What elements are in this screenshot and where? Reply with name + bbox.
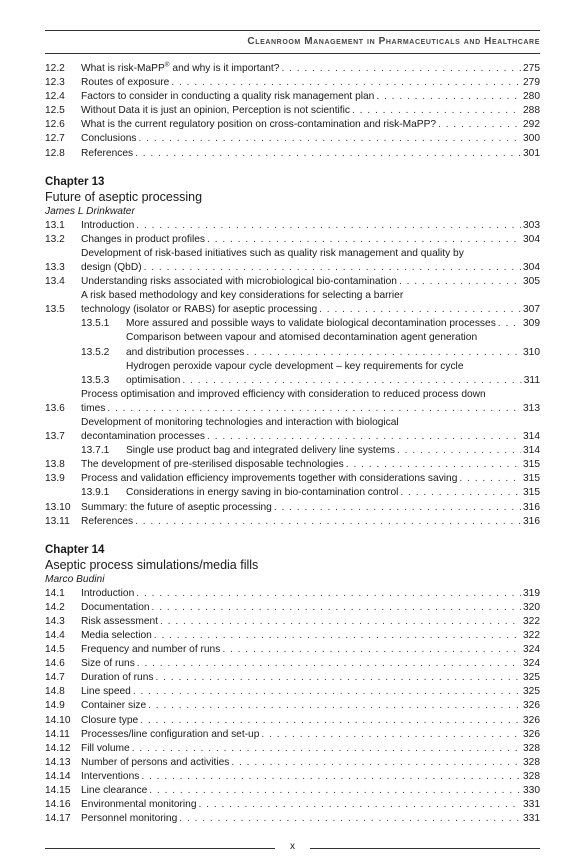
toc-entry-title: Summary: the future of aseptic processing <box>81 501 272 513</box>
toc-entry-number: 13.5.2 <box>81 346 110 358</box>
toc-entry-text <box>81 219 540 233</box>
toc-entry[interactable] <box>45 657 540 671</box>
toc-entry-title: Processes/line configuration and set-up <box>81 728 260 740</box>
toc-entry[interactable] <box>45 233 540 247</box>
toc-entry-text <box>81 784 540 798</box>
toc-entry-number: 14.6 <box>45 658 65 670</box>
toc-entry-title: Introduction <box>81 219 135 231</box>
toc-entry[interactable] <box>45 275 540 289</box>
toc-entry[interactable] <box>45 784 540 798</box>
toc-leader-dots <box>152 601 521 615</box>
toc-entry-page: 315 <box>523 487 540 499</box>
toc-entry-number: 12.6 <box>45 119 65 131</box>
toc-entry-page: 315 <box>523 459 540 471</box>
toc-entry[interactable] <box>45 444 540 458</box>
toc-entry-page: 330 <box>523 785 540 797</box>
toc-entry-text <box>81 770 540 784</box>
toc-leader-dots <box>160 615 521 629</box>
toc-entry-number: 13.2 <box>45 233 65 245</box>
toc-entry[interactable] <box>45 317 540 331</box>
toc-entry-page: 322 <box>523 615 540 627</box>
toc-leader-dots <box>222 643 521 657</box>
toc-entry-title: Interventions <box>81 770 140 782</box>
toc-entry[interactable] <box>45 219 540 233</box>
toc-entry-title: technology (isolator or RABS) for aseptic processing <box>81 304 318 316</box>
toc-leader-dots <box>135 515 521 529</box>
toc-leader-dots <box>459 472 521 486</box>
toc-entry[interactable] <box>45 486 540 500</box>
toc-entry-number: 13.8 <box>45 459 65 471</box>
toc-entry-text <box>81 643 540 657</box>
toc-leader-dots <box>154 629 521 643</box>
toc-entry-title: What is the current regulatory position on cross-contamination and risk-MaPP? <box>81 119 437 131</box>
toc-entry-text <box>81 289 540 317</box>
toc-entry-number: 14.16 <box>45 799 71 811</box>
toc-entry-text <box>81 714 540 728</box>
toc-entry-page: 322 <box>523 630 540 641</box>
toc-entry-page: 309 <box>523 318 540 330</box>
toc-entry-title: Process and validation efficiency improvements together with considerations saving <box>81 473 458 485</box>
toc-leader-dots <box>207 233 521 247</box>
toc-entry[interactable] <box>45 90 540 104</box>
toc-entry-number: 12.2 <box>45 63 65 74</box>
toc-entry-number: 14.12 <box>45 742 71 754</box>
toc-entry-title-line1: Process optimisation and improved efficiency with consideration to reduced process down <box>81 388 486 400</box>
toc-leader-dots <box>148 699 521 713</box>
toc-leader-dots <box>179 812 521 826</box>
toc-entry-title-line2 <box>81 261 540 275</box>
toc-entry-page: 331 <box>523 799 540 811</box>
toc-entry-number: 13.5.3 <box>81 374 110 386</box>
toc-entry-title: Line clearance <box>81 785 148 797</box>
toc-entry-number: 14.3 <box>45 615 65 627</box>
toc-entry-text <box>81 416 540 444</box>
toc-entry-page: 311 <box>523 374 540 386</box>
toc-leader-dots <box>155 671 521 685</box>
toc-section-chapter13 <box>45 219 540 529</box>
toc-entry-text <box>81 501 540 515</box>
toc-section-chapter12 <box>45 62 540 161</box>
toc-leader-dots <box>171 76 521 90</box>
toc-entry-number: 12.4 <box>45 91 65 103</box>
toc-entry-title: Frequency and number of runs <box>81 644 221 656</box>
toc-entry-number: 13.9 <box>45 473 65 485</box>
toc-entry-number: 12.3 <box>45 77 65 89</box>
toc-entry-page: 315 <box>523 473 540 485</box>
toc-leader-dots <box>376 90 521 104</box>
toc-leader-dots <box>199 798 521 812</box>
toc-entry-number: 13.11 <box>45 515 70 527</box>
toc-entry-title: Conclusions <box>81 133 137 145</box>
toc-entry-text <box>126 360 540 388</box>
toc-entry-page: 310 <box>523 346 540 358</box>
toc-entry-title-line1: Development of monitoring technologies and interaction with biological <box>81 416 399 428</box>
chapter-14-author: Marco Budini <box>45 573 105 585</box>
toc-entry-number: 14.8 <box>45 686 65 698</box>
toc-leader-dots <box>135 147 521 161</box>
chapter-13-title: Future of aseptic processing <box>45 189 203 204</box>
chapter-13-label: Chapter 13 <box>45 175 105 188</box>
toc-entry-page: 314 <box>523 445 540 457</box>
toc-entry-text <box>81 629 540 643</box>
toc-entry-text <box>126 444 540 458</box>
toc-entry-page: 326 <box>523 700 540 712</box>
toc-entry[interactable] <box>45 247 540 275</box>
toc-entry-page: 320 <box>523 601 540 613</box>
toc-entry[interactable] <box>45 388 540 416</box>
toc-entry-number: 13.9.1 <box>81 487 110 499</box>
toc-entry[interactable] <box>45 728 540 742</box>
toc-entry-text <box>81 275 540 289</box>
toc-entry-text <box>81 615 540 629</box>
toc-entry-number: 13.1 <box>45 219 65 231</box>
toc-entry[interactable] <box>45 812 540 826</box>
footer-rule-right <box>310 848 540 849</box>
toc-entry-text <box>81 742 540 756</box>
toc-leader-dots <box>140 714 521 728</box>
toc-entry[interactable] <box>45 699 540 713</box>
toc-entry-title: Personnel monitoring <box>81 813 178 825</box>
toc-entry-title: design (QbD) <box>81 261 142 273</box>
toc-entry-title: Single use product bag and integrated delivery line systems <box>126 445 395 457</box>
toc-entry-title: Routes of exposure <box>81 77 170 89</box>
toc-entry-number: 14.9 <box>45 700 65 712</box>
toc-page <box>45 0 540 868</box>
toc-entry-number: 14.11 <box>45 728 70 740</box>
toc-entry-number: 13.7 <box>45 431 65 443</box>
toc-entry-text <box>81 90 540 104</box>
toc-entry-text <box>81 132 540 146</box>
toc-entry-page: 325 <box>523 672 540 684</box>
toc-entry-title: Fill volume <box>81 742 130 754</box>
toc-entry-page: 324 <box>523 644 540 656</box>
toc-entry[interactable] <box>45 742 540 756</box>
header-rule-top <box>45 30 540 31</box>
toc-entry-title: The development of pre-sterilised disposable technologies <box>81 459 344 471</box>
toc-entry-text <box>81 62 540 76</box>
toc-entry[interactable] <box>45 587 540 601</box>
toc-entry[interactable] <box>45 685 540 699</box>
toc-entry[interactable] <box>45 289 540 317</box>
toc-entry-text <box>81 76 540 90</box>
toc-entry-number: 14.7 <box>45 672 65 684</box>
chapter-14-title: Aseptic process simulations/media fills <box>45 557 259 572</box>
toc-entry-number: 14.17 <box>45 813 71 825</box>
toc-entry-title: Container size <box>81 700 147 712</box>
toc-entry-title-line2 <box>81 303 540 317</box>
toc-entry-number: 14.15 <box>45 785 71 797</box>
toc-entry-text <box>81 118 540 132</box>
toc-entry-number: 14.1 <box>45 587 65 599</box>
toc-entry-title-line2 <box>126 374 540 388</box>
toc-leader-dots <box>399 275 521 289</box>
toc-entry-title: Risk assessment <box>81 615 158 627</box>
toc-entry-text <box>81 685 540 699</box>
header-rule-bottom <box>45 53 540 54</box>
toc-entry-number: 14.13 <box>45 756 71 768</box>
toc-entry[interactable] <box>45 331 540 359</box>
toc-entry-page: 316 <box>523 515 540 527</box>
toc-entry[interactable] <box>45 629 540 643</box>
toc-entry-number: 14.4 <box>45 630 65 641</box>
toc-leader-dots <box>136 219 521 233</box>
toc-entry-page: 292 <box>523 119 540 131</box>
toc-entry-page: 328 <box>523 770 540 782</box>
toc-entry-text <box>126 486 540 500</box>
toc-entry-title: Changes in product profiles <box>81 233 206 245</box>
toc-entry-text <box>81 671 540 685</box>
toc-leader-dots <box>498 317 521 331</box>
toc-entry-page: 288 <box>523 105 540 117</box>
chapter-13-author: James L Drinkwater <box>45 205 135 217</box>
toc-entry-number: 12.7 <box>45 133 65 145</box>
toc-entry-text <box>81 601 540 615</box>
toc-entry-text <box>126 331 540 359</box>
toc-entry-title: Documentation <box>81 601 150 613</box>
toc-leader-dots <box>261 728 521 742</box>
toc-entry-title: Closure type <box>81 714 139 726</box>
toc-entry-title-line1: Development of risk-based initiatives such as quality risk management and quality by <box>81 247 464 259</box>
toc-entry[interactable] <box>45 360 540 388</box>
toc-entry-text <box>81 798 540 812</box>
toc-entry-title: Factors to consider in conducting a quality risk management plan <box>81 91 375 103</box>
toc-leader-dots <box>352 104 521 118</box>
toc-entry-page: 328 <box>523 742 540 754</box>
toc-entry-number: 13.6 <box>45 402 65 414</box>
page-number: x <box>290 841 295 852</box>
toc-entry-title: References <box>81 515 134 527</box>
toc-entry-text <box>81 587 540 601</box>
toc-entry-page: 301 <box>523 147 540 159</box>
toc-entry[interactable] <box>45 416 540 444</box>
toc-entry-text <box>81 728 540 742</box>
toc-entry-page: 316 <box>523 501 540 513</box>
toc-entry[interactable] <box>45 132 540 146</box>
toc-entry-number: 14.14 <box>45 770 71 782</box>
toc-entry-number: 13.5 <box>45 304 65 316</box>
toc-entry-page: 303 <box>523 219 540 231</box>
toc-entry-page: 307 <box>523 304 540 316</box>
toc-leader-dots <box>400 486 521 500</box>
toc-entry[interactable] <box>45 770 540 784</box>
toc-entry-title-line2 <box>81 402 540 416</box>
toc-entry[interactable] <box>45 798 540 812</box>
toc-entry-text <box>81 458 540 472</box>
toc-entry[interactable] <box>45 615 540 629</box>
toc-entry[interactable] <box>45 458 540 472</box>
toc-leader-dots <box>207 430 521 444</box>
toc-entry-title: Introduction <box>81 587 135 599</box>
toc-entry[interactable] <box>45 104 540 118</box>
toc-entry-text <box>126 317 540 331</box>
toc-entry-title: Media selection <box>81 630 152 641</box>
toc-entry-title-line1: Comparison between vapour and atomised decontamination agent generation <box>126 332 478 344</box>
toc-leader-dots <box>319 303 521 317</box>
toc-entry-number: 12.5 <box>45 105 65 117</box>
toc-entry-text <box>81 147 540 161</box>
toc-entry[interactable] <box>45 62 540 76</box>
toc-entry-page: 313 <box>523 402 540 414</box>
toc-entry-text <box>81 756 540 770</box>
toc-entry-title: Line speed <box>81 686 131 698</box>
toc-entry-number: 13.7.1 <box>81 445 110 457</box>
toc-entry-page: 326 <box>523 728 540 740</box>
toc-entry-text <box>81 104 540 118</box>
toc-entry-page: 279 <box>523 77 540 89</box>
toc-leader-dots <box>274 501 521 515</box>
toc-leader-dots <box>182 374 521 388</box>
toc-entry-title: and distribution processes <box>126 346 245 358</box>
toc-entry-number: 14.10 <box>45 714 71 726</box>
toc-entry-title: Duration of runs <box>81 672 154 684</box>
toc-entry[interactable] <box>45 147 540 161</box>
toc-entry-text <box>81 472 540 486</box>
toc-entry[interactable] <box>45 118 540 132</box>
toc-content <box>45 62 540 826</box>
toc-leader-dots <box>397 444 521 458</box>
running-header: Cleanroom Management in Pharmaceuticals and Healthcare <box>247 36 540 47</box>
toc-entry-page: 326 <box>523 714 540 726</box>
toc-entry-title: Understanding risks associated with microbiological bio-contamination <box>81 276 397 288</box>
toc-entry-text <box>81 233 540 247</box>
toc-entry-number: 12.8 <box>45 147 65 159</box>
toc-entry-number: 13.3 <box>45 261 65 273</box>
toc-entry-page: 328 <box>523 756 540 768</box>
toc-entry-title-line1: A risk based methodology and key considerations for selecting a barrier <box>81 290 404 302</box>
toc-leader-dots <box>107 402 521 416</box>
toc-entry[interactable] <box>45 714 540 728</box>
toc-leader-dots <box>231 756 521 770</box>
toc-leader-dots <box>438 118 521 132</box>
toc-entry[interactable] <box>45 643 540 657</box>
toc-entry-page: 305 <box>523 276 540 288</box>
toc-entry[interactable] <box>45 515 540 529</box>
toc-entry[interactable] <box>45 76 540 90</box>
toc-entry-title-line2 <box>126 346 540 360</box>
toc-entry[interactable] <box>45 601 540 615</box>
toc-entry-text <box>81 657 540 671</box>
toc-entry-title: What is risk-MaPP® and why is it important? <box>81 61 280 74</box>
registered-mark: ® <box>164 61 170 69</box>
toc-entry-page: 324 <box>523 658 540 670</box>
toc-entry-page: 331 <box>523 813 540 825</box>
toc-entry-text <box>81 515 540 529</box>
toc-entry-title: optimisation <box>126 374 181 386</box>
toc-entry-page: 304 <box>523 261 540 273</box>
toc-entry-text <box>81 388 540 416</box>
toc-leader-dots <box>346 458 521 472</box>
toc-entry-title: Size of runs <box>81 658 135 670</box>
toc-leader-dots <box>149 784 521 798</box>
toc-entry-page: 280 <box>523 91 540 103</box>
toc-entry-page: 300 <box>523 133 540 145</box>
toc-entry-title: References <box>81 147 134 159</box>
toc-entry-text <box>81 812 540 826</box>
toc-leader-dots <box>137 657 521 671</box>
toc-leader-dots <box>139 132 522 146</box>
toc-entry-title-line2 <box>81 430 540 444</box>
toc-entry[interactable] <box>45 472 540 486</box>
toc-entry-number: 14.2 <box>45 601 65 613</box>
toc-entry-number: 13.4 <box>45 276 65 288</box>
toc-entry-text <box>81 247 540 275</box>
toc-leader-dots <box>133 685 521 699</box>
toc-entry-page: 275 <box>523 63 540 74</box>
toc-entry[interactable] <box>45 501 540 515</box>
toc-leader-dots <box>136 587 521 601</box>
toc-entry-page: 319 <box>523 587 540 599</box>
toc-entry-number: 14.5 <box>45 644 65 656</box>
toc-entry-title-line1: Hydrogen peroxide vapour cycle development – key requirements for cycle <box>126 360 464 372</box>
toc-entry-title: times <box>81 402 106 414</box>
toc-entry-title: Without Data it is just an opinion, Perception is not scientific <box>81 105 350 117</box>
toc-entry-title: More assured and possible ways to validate biological decontamination processes <box>126 318 496 330</box>
toc-entry-number: 13.5.1 <box>81 318 110 330</box>
toc-leader-dots <box>132 742 521 756</box>
toc-entry[interactable] <box>45 756 540 770</box>
toc-entry-text <box>81 699 540 713</box>
toc-entry-page: 325 <box>523 686 540 698</box>
chapter-14-label: Chapter 14 <box>45 543 105 556</box>
toc-entry-title: Considerations in energy saving in bio-contamination control <box>126 487 399 499</box>
toc-section-chapter14 <box>45 587 540 827</box>
toc-entry-title: decontamination processes <box>81 431 206 443</box>
toc-entry-title: Environmental monitoring <box>81 799 197 811</box>
toc-leader-dots <box>144 261 521 275</box>
toc-entry-number: 13.10 <box>45 501 71 513</box>
toc-leader-dots <box>281 62 521 76</box>
toc-entry-page: 314 <box>523 431 540 443</box>
toc-entry-page: 304 <box>523 233 540 245</box>
toc-leader-dots <box>246 346 521 360</box>
toc-entry[interactable] <box>45 671 540 685</box>
toc-leader-dots <box>141 770 521 784</box>
toc-entry-title: Number of persons and activities <box>81 756 230 768</box>
